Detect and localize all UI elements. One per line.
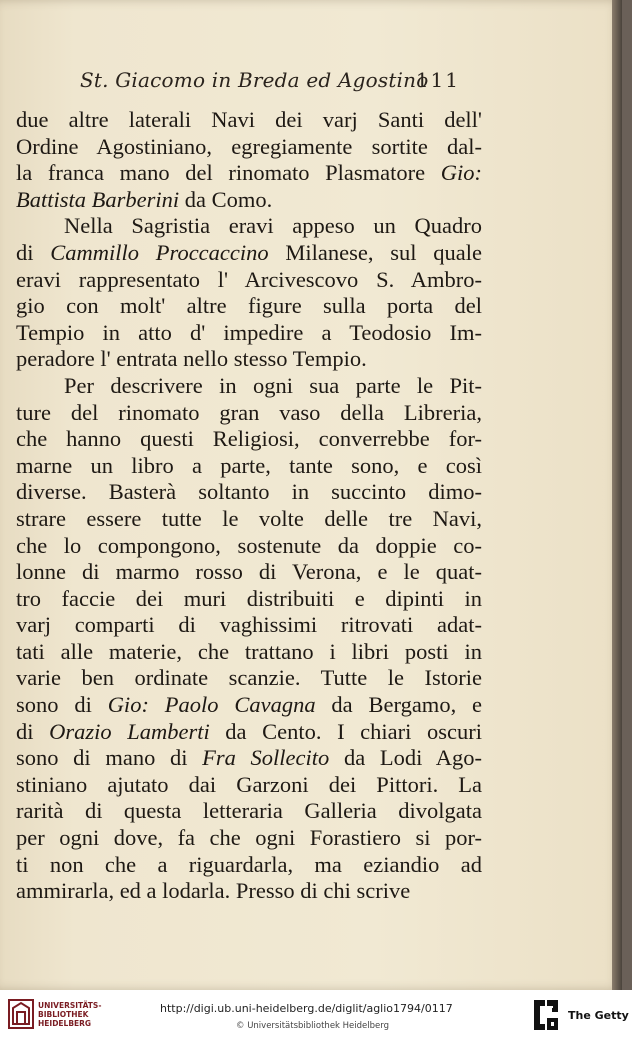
text-line xyxy=(16,479,482,506)
text-line xyxy=(16,878,482,905)
text-line xyxy=(16,213,482,240)
footer-bar xyxy=(0,990,632,1040)
text-run: ti non che a riguardarla, ma eziandio ad xyxy=(16,851,482,877)
text-run: tro faccie dei muri distribuiti e dipinti in xyxy=(16,585,482,611)
body-text xyxy=(16,107,482,905)
text-line xyxy=(16,400,482,427)
text-line xyxy=(16,160,482,187)
text-line xyxy=(16,453,482,480)
text-run: stiniano ajutato dai Garzoni dei Pittori. La xyxy=(16,771,482,797)
text-run: Nella Sagristia eravi appeso un Quadro xyxy=(64,213,482,239)
text-run: di xyxy=(16,239,51,265)
library-name: UNIVERSITÄTS- BIBLIOTHEK HEIDELBERG xyxy=(38,1001,102,1028)
text-run: che hanno questi Religiosi, converrebbe for- xyxy=(16,426,482,452)
text-line xyxy=(16,719,482,746)
text-line xyxy=(16,187,482,214)
page-edge-shadow xyxy=(612,0,622,990)
italic-name: Battista Barberini xyxy=(16,186,180,212)
text-run: da Lodi Ago- xyxy=(329,745,482,771)
text-line xyxy=(16,586,482,613)
text-line xyxy=(16,772,482,799)
text-run: Tempio in atto d' impedire a Teodosio Im- xyxy=(16,319,482,345)
text-line xyxy=(16,745,482,772)
text-run: marne un libro a parte, tante sono, e così xyxy=(16,452,482,478)
text-run: rarità di questa letteraria Galleria divolgata xyxy=(16,798,482,824)
text-run: da Bergamo, e xyxy=(315,692,482,718)
text-line xyxy=(16,639,482,666)
text-line xyxy=(16,852,482,879)
italic-name: Cammillo Proccaccino xyxy=(50,239,269,265)
text-line xyxy=(16,533,482,560)
italic-name: Orazio Lamberti xyxy=(49,718,210,744)
text-line xyxy=(16,506,482,533)
text-line xyxy=(16,612,482,639)
text-run: varj comparti di vaghissimi ritrovati adat- xyxy=(16,612,482,638)
text-run: per ogni dove, fa che ogni Forastiero si por- xyxy=(16,825,482,851)
text-line xyxy=(16,320,482,347)
text-line xyxy=(16,267,482,294)
text-run: strare essere tutte le volte delle tre Navi, xyxy=(16,505,482,531)
text-run: gio con molt' altre figure sulla porta del xyxy=(16,293,482,319)
text-run: sono di mano di xyxy=(16,745,203,771)
permalink-url[interactable]: http://digi.ub.uni-heidelberg.de/diglit/aglio1794/0117 xyxy=(160,1002,453,1015)
text-run: Milanese, sul quale xyxy=(268,239,482,265)
text-line xyxy=(16,665,482,692)
running-header xyxy=(80,68,460,98)
university-library-logo-icon xyxy=(8,998,34,1030)
text-run: varie ben ordinate scanzie. Tutte le Istorie xyxy=(16,665,482,691)
text-run: Per descrivere in ogni sua parte le Pit- xyxy=(64,372,482,398)
text-run: lonne di marmo rosso di Verona, e le quat- xyxy=(16,559,482,585)
text-line xyxy=(16,293,482,320)
text-run: eravi rappresentato l' Arcivescovo S. Ambro- xyxy=(16,266,482,292)
text-line xyxy=(16,240,482,267)
text-line xyxy=(16,134,482,161)
getty-label: The Getty xyxy=(568,1009,629,1022)
text-line xyxy=(16,692,482,719)
text-line xyxy=(16,798,482,825)
text-line xyxy=(16,373,482,400)
text-run: diverse. Basterà soltanto in succinto dimo- xyxy=(16,479,482,505)
text-run: la franca mano del rinomato Plasmatore xyxy=(16,160,441,186)
text-line xyxy=(16,825,482,852)
getty-logo-icon xyxy=(532,998,560,1032)
page-number: 111 xyxy=(415,68,460,92)
text-line xyxy=(16,107,482,134)
text-run: sono di xyxy=(16,692,108,718)
text-line xyxy=(16,559,482,586)
text-run: Ordine Agostiniano, egregiamente sortite dal- xyxy=(16,133,482,159)
text-line xyxy=(16,426,482,453)
text-line xyxy=(16,346,482,373)
copyright-notice: © Universitätsbibliothek Heidelberg xyxy=(236,1021,390,1031)
italic-name: Gio: Paolo Cavagna xyxy=(107,692,316,718)
text-run: ammirarla, ed a lodarla. Presso di chi scrive xyxy=(16,878,411,904)
text-run: che lo compongono, sostenute da doppie co- xyxy=(16,532,482,558)
italic-name: Gio: xyxy=(440,160,482,186)
text-run: due altre laterali Navi dei varj Santi dell' xyxy=(16,107,482,132)
text-run: tati alle materie, che trattano i libri posti in xyxy=(16,638,482,664)
italic-name: Fra Sollecito xyxy=(202,745,330,771)
text-run: da Como. xyxy=(179,186,273,212)
text-run: peradore l' entrata nello stesso Tempio. xyxy=(16,346,367,372)
text-run: da Cento. I chiari oscuri xyxy=(209,718,482,744)
running-title: St. Giacomo in Breda ed Agostino xyxy=(80,68,429,92)
text-run: ture del rinomato gran vaso della Libreria, xyxy=(16,399,482,425)
text-run: di xyxy=(16,718,50,744)
